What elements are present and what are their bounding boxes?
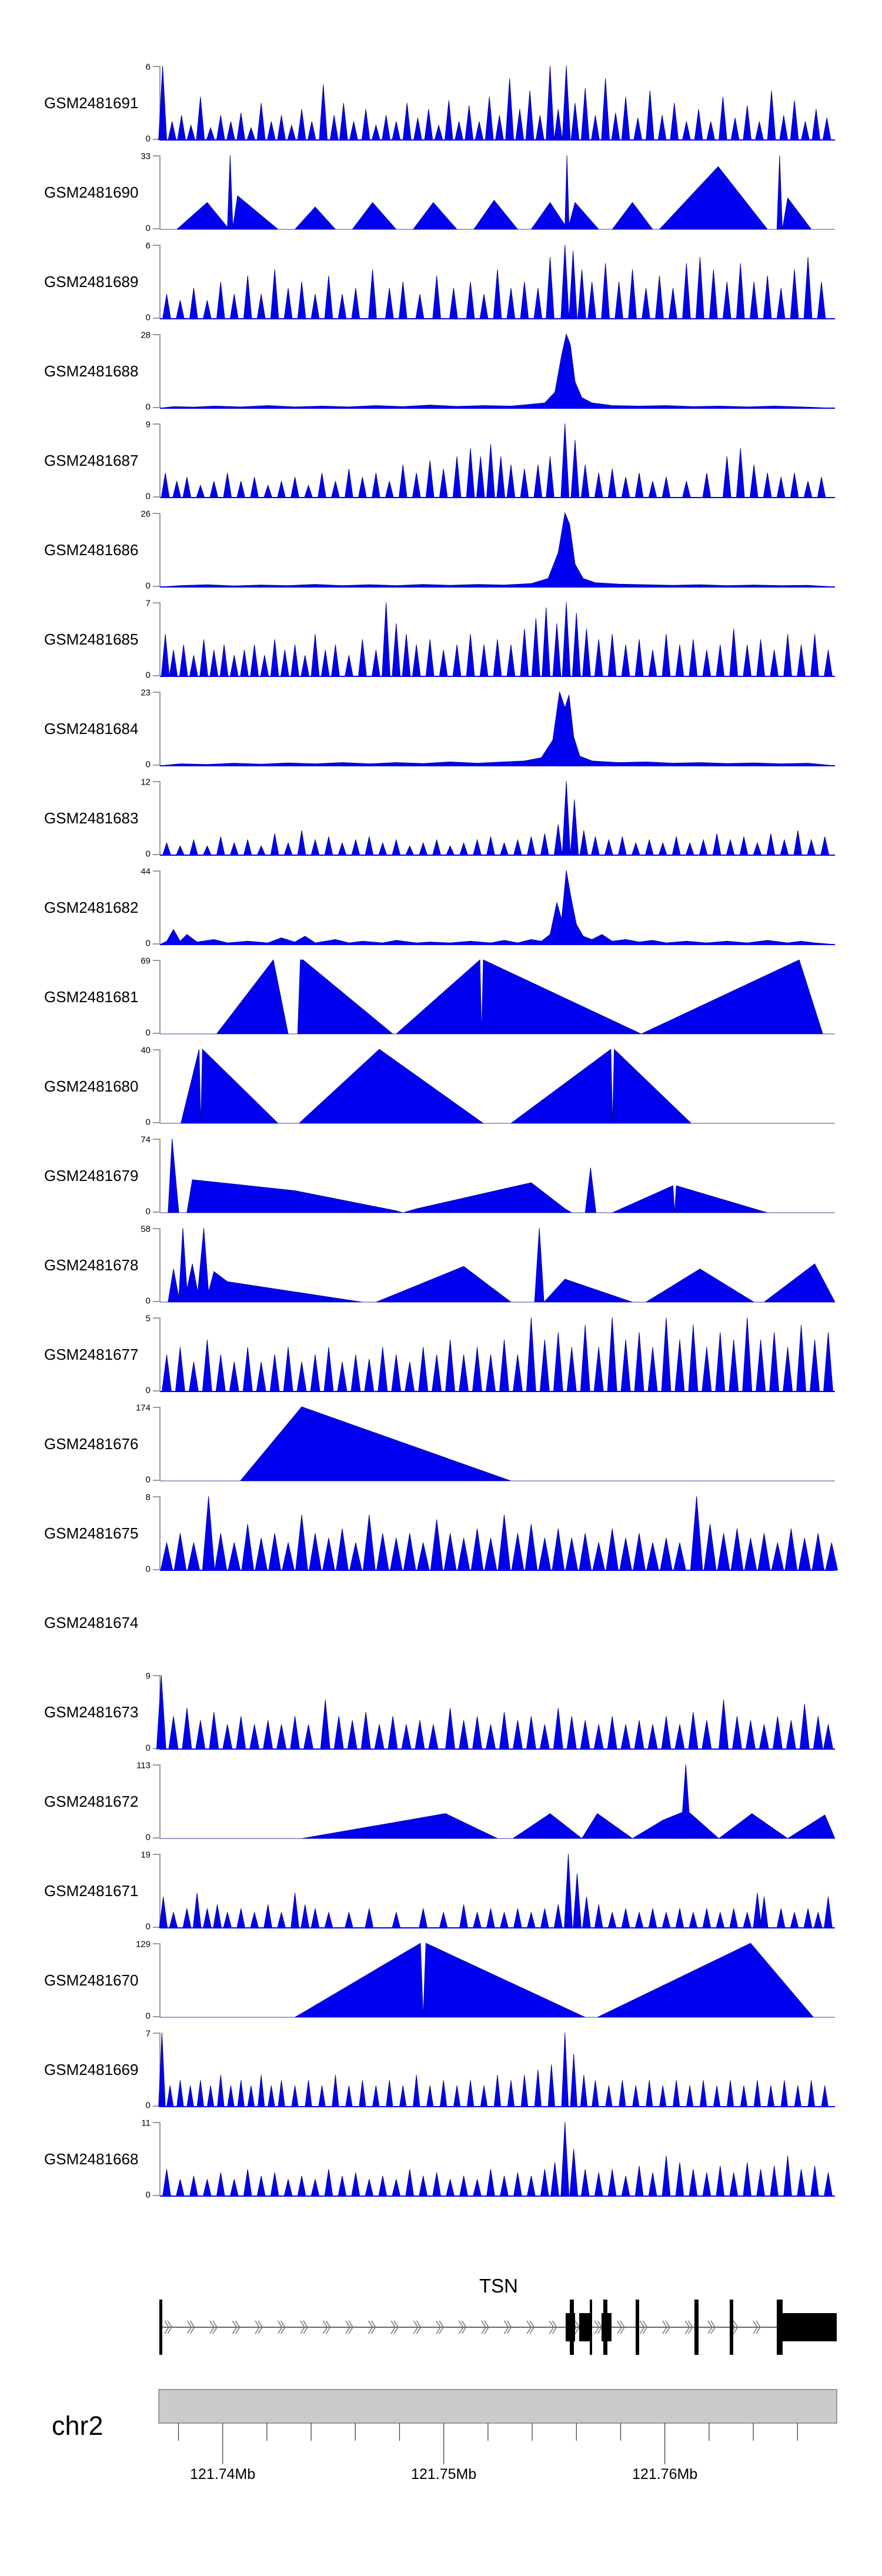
exon-tall — [777, 2300, 783, 2355]
track-label: GSM2481689 — [44, 273, 139, 291]
track-label: GSM2481670 — [44, 1971, 139, 1989]
y-axis-min: 0 — [145, 670, 151, 680]
track-label: GSM2481673 — [44, 1703, 139, 1721]
y-axis-min: 0 — [145, 580, 151, 591]
track-label: GSM2481683 — [44, 809, 139, 827]
y-axis-min: 0 — [145, 1832, 151, 1843]
y-axis-min: 0 — [145, 2011, 151, 2021]
y-axis-min: 0 — [145, 759, 151, 770]
y-axis-min: 0 — [145, 938, 151, 949]
ruler-coordinate-label: 121.76Mb — [632, 2466, 698, 2482]
y-axis-min: 0 — [145, 402, 151, 412]
y-axis-min: 0 — [145, 1474, 151, 1485]
track-label: GSM2481685 — [44, 630, 139, 648]
y-axis-max: 69 — [141, 956, 151, 966]
track-label: GSM2481679 — [44, 1167, 139, 1184]
y-axis-max: 44 — [141, 866, 151, 877]
ruler-coordinate-label: 121.74Mb — [190, 2466, 256, 2482]
exon-tall — [636, 2300, 639, 2355]
gene-name-label: TSN — [479, 2275, 518, 2297]
track-label: GSM2481691 — [44, 94, 139, 112]
chromosome-name-label: chr2 — [52, 2411, 103, 2441]
exon-cds-block — [782, 2313, 837, 2341]
y-axis-max: 74 — [141, 1134, 151, 1145]
y-axis-min: 0 — [145, 1743, 151, 1753]
y-axis-min: 0 — [145, 1027, 151, 1038]
y-axis-min: 0 — [145, 1385, 151, 1396]
exon-cds-block — [602, 2313, 612, 2341]
y-axis-min: 0 — [145, 312, 151, 323]
y-axis-max: 23 — [141, 688, 151, 698]
y-axis-min: 0 — [145, 1564, 151, 1574]
y-axis-min: 0 — [145, 1206, 151, 1217]
track-label: GSM2481675 — [44, 1524, 139, 1542]
y-axis-max: 33 — [141, 151, 151, 162]
y-axis-max: 5 — [145, 1313, 151, 1324]
y-axis-max: 174 — [135, 1403, 151, 1413]
y-axis-max: 11 — [141, 2118, 151, 2128]
y-axis-max: 6 — [145, 62, 151, 72]
track-label: GSM2481687 — [44, 452, 139, 469]
track-label: GSM2481668 — [44, 2150, 139, 2168]
exon-cds-block — [566, 2313, 575, 2341]
exon-tall — [694, 2300, 699, 2355]
y-axis-max: 58 — [141, 1224, 151, 1234]
track-label: GSM2481682 — [44, 899, 139, 916]
gene-start-bar — [159, 2300, 162, 2355]
y-axis-max: 40 — [141, 1045, 151, 1056]
track-label: GSM2481688 — [44, 362, 139, 380]
track-label: GSM2481686 — [44, 541, 139, 559]
track-label: GSM2481676 — [44, 1435, 139, 1453]
track-label: GSM2481674 — [44, 1614, 139, 1631]
y-axis-min: 0 — [145, 491, 151, 502]
track-label: GSM2481681 — [44, 988, 139, 1006]
y-axis-min: 0 — [145, 849, 151, 859]
y-axis-max: 7 — [145, 598, 151, 609]
y-axis-min: 0 — [145, 223, 151, 233]
y-axis-max: 113 — [136, 1760, 151, 1771]
track-label: GSM2481690 — [44, 183, 139, 201]
y-axis-max: 8 — [145, 1492, 151, 1503]
exon-cds-block — [579, 2313, 590, 2341]
track-label: GSM2481672 — [44, 1793, 139, 1810]
track-label: GSM2481678 — [44, 1256, 139, 1274]
exon-tall — [730, 2300, 733, 2355]
track-label: GSM2481671 — [44, 1882, 139, 1900]
y-axis-max: 129 — [135, 1939, 151, 1950]
y-axis-max: 12 — [141, 777, 151, 788]
ruler-coordinate-label: 121.75Mb — [411, 2466, 477, 2482]
y-axis-min: 0 — [145, 1921, 151, 1932]
y-axis-max: 19 — [141, 1850, 151, 1860]
y-axis-max: 6 — [145, 241, 151, 251]
y-axis-min: 0 — [145, 1117, 151, 1127]
track-label: GSM2481684 — [44, 720, 139, 738]
y-axis-min: 0 — [145, 2190, 151, 2200]
track-label: GSM2481680 — [44, 1077, 139, 1095]
y-axis-min: 0 — [145, 134, 151, 144]
y-axis-min: 0 — [145, 1296, 151, 1306]
y-axis-max: 26 — [141, 509, 151, 519]
track-label: GSM2481669 — [44, 2061, 139, 2078]
y-axis-max: 9 — [145, 1671, 151, 1681]
chromosome-ideogram-bar — [159, 2390, 837, 2423]
y-axis-max: 7 — [145, 2028, 151, 2039]
y-axis-max: 9 — [145, 419, 151, 430]
y-axis-max: 28 — [141, 330, 151, 341]
track-label: GSM2481677 — [44, 1346, 139, 1363]
track-row — [44, 1614, 138, 1631]
y-axis-min: 0 — [145, 2100, 151, 2111]
